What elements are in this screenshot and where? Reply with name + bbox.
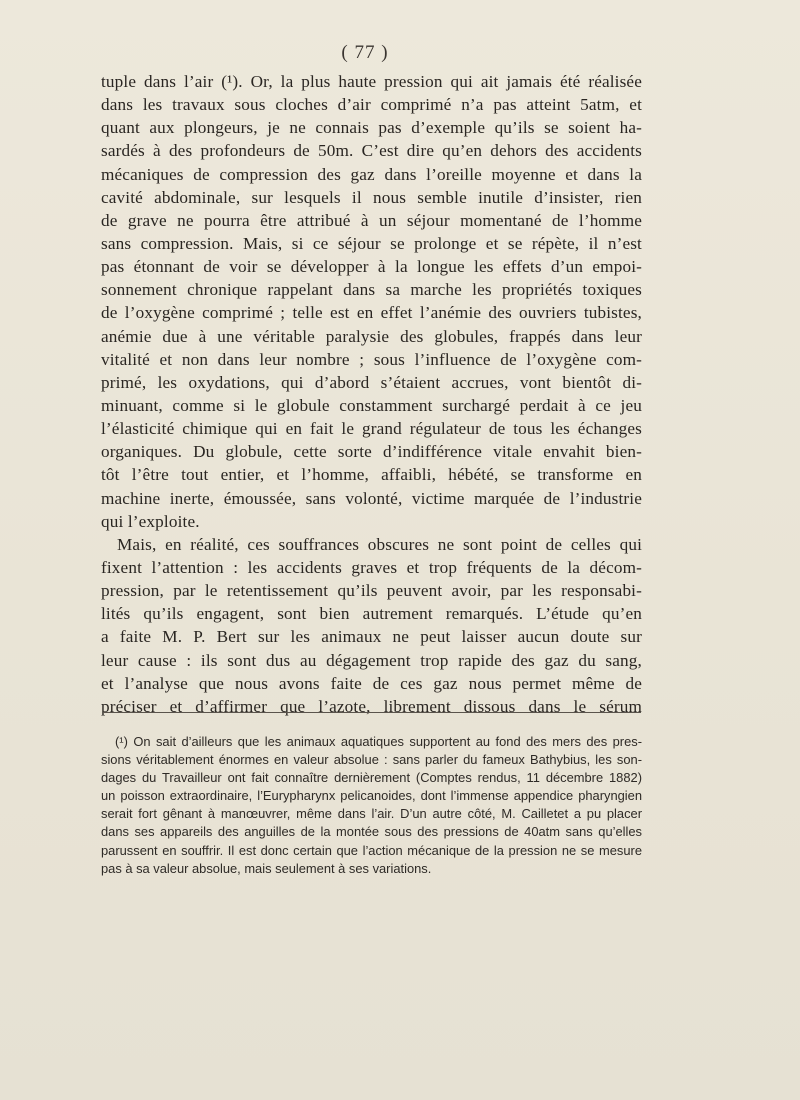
footnote-line: serait fort gênant à manœuvrer, même dans l’air. D’un autre côté, M. Cailletet a pu placer — [101, 806, 642, 822]
footnote-line: dans ses appareils des anguilles de la montée sous des pressions de 40atm sans qu’elles — [101, 824, 642, 840]
text-line: tôt l’être tout entier, et l’homme, affaibli, hébété, se transforme en — [101, 465, 642, 485]
text-line: organiques. Du globule, cette sorte d’indifférence vitale envahit bien- — [101, 442, 642, 462]
text-line: sonnement chronique rappelant dans sa marche les propriétés toxiques — [101, 280, 642, 300]
footnote-line: (¹) On sait d’ailleurs que les animaux aquatiques supportent au fond des mers des pres- — [115, 734, 642, 749]
footnote-line: un poisson extraordinaire, l’Eurypharynx pelicanoides, dont l’immense appendice pharyngien — [101, 788, 642, 804]
text-line: fixent l’attention : les accidents graves et trop fréquents de la décom- — [101, 557, 642, 577]
text-line: l’élasticité chimique qui en fait le grand régulateur de tous les échanges — [101, 419, 642, 439]
text-line: anémie due à une véritable paralysie des globules, frappés dans leur — [101, 326, 642, 346]
footnote-line: dages du Travailleur ont fait connaître dernièrement (Comptes rendus, 11 décembre 1882) — [101, 770, 642, 786]
footnote-line: parussent en souffrir. Il est donc certain que l’action mécanique de la pression ne se mesure — [101, 842, 642, 858]
text-line: préciser et d’affirmer que l’azote, librement dissous dans le sérum — [101, 696, 642, 716]
text-line: lités qu’ils engagent, sont bien autrement remarqués. L’étude qu’en — [101, 604, 642, 624]
footnote-line: pas à sa valeur absolue, mais seulement à ses variations. — [101, 860, 432, 876]
text-line: mécaniques de compression des gaz dans l’oreille moyenne et dans la — [101, 164, 642, 184]
page-number: ( 77 ) — [341, 42, 389, 63]
text-line: qui l’exploite. — [101, 511, 200, 531]
text-line: et l’analyse que nous avons faite de ces gaz nous permet même de — [101, 673, 642, 693]
text-line: tuple dans l’air (¹). Or, la plus haute pression qui ait jamais été réalisée — [101, 72, 642, 91]
footnote-divider — [103, 712, 641, 713]
text-line: sardés à des profondeurs de 50m. C’est dire qu’en dehors des accidents — [101, 141, 642, 161]
text-line: cavité abdominale, sur lesquels il nous semble inutile d’insister, rien — [101, 187, 642, 207]
text-line: de grave ne pourra être attribué à un séjour momentané de l’homme — [101, 210, 642, 230]
text-line: quant aux plongeurs, je ne connais pas d’exemple qu’ils se soient ha- — [101, 118, 642, 138]
text-line: machine inerte, émoussée, sans volonté, victime marquée de l’industrie — [101, 488, 642, 508]
text-line: leur cause : ils sont dus au dégagement trop rapide des gaz du sang, — [101, 650, 642, 670]
footnote-line: sions véritablement énormes en valeur absolue : sans parler du fameux Bathybius, les son- — [101, 752, 642, 768]
text-line: de l’oxygène comprimé ; telle est en effet l’anémie des ouvriers tubistes, — [101, 303, 642, 323]
text-line: vitalité et non dans leur nombre ; sous l’influence de l’oxygène com- — [101, 349, 642, 369]
text-line: primé, les oxydations, qui d’abord s’étaient accrues, vont bientôt di- — [101, 372, 642, 392]
text-line: a faite M. P. Bert sur les animaux ne peut laisser aucun doute sur — [101, 627, 642, 647]
text-line: pas étonnant de voir se développer à la longue les effets d’un empoi- — [101, 257, 642, 277]
text-line: minuant, comme si le globule constamment surchargé perdait à ce jeu — [101, 395, 642, 415]
main-text — [101, 70, 642, 718]
footnote — [101, 733, 642, 878]
text-line: Mais, en réalité, ces souffrances obscures ne sont point de celles qui — [117, 534, 642, 554]
text-line: dans les travaux sous cloches d’air comprimé n’a pas atteint 5atm, et — [101, 95, 642, 115]
text-line: sans compression. Mais, si ce séjour se prolonge et se répète, il n’est — [101, 233, 642, 253]
text-line: pression, par le retentissement qu’ils peuvent avoir, par les responsabi- — [101, 581, 642, 601]
